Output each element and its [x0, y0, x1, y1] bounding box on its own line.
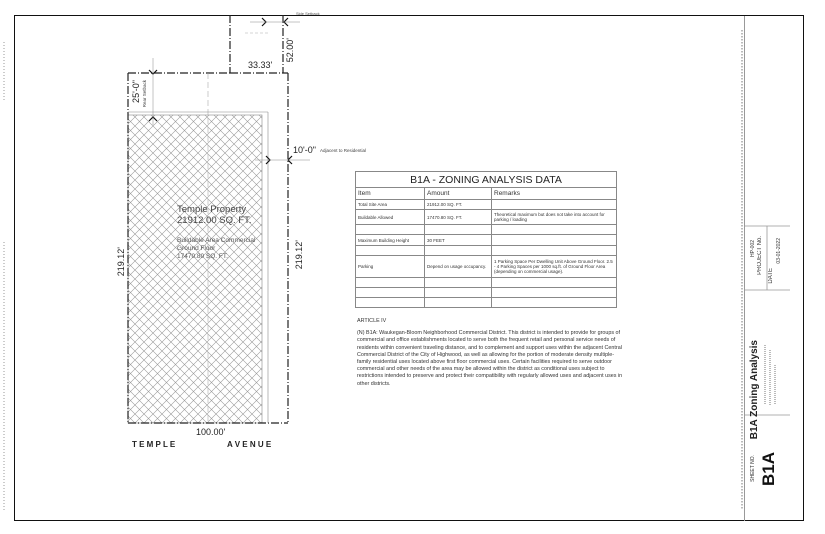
cell-amount: Depend on usage occupancy. [425, 256, 492, 278]
adjacent-residential-label: Adjacent to Residential [320, 148, 367, 153]
street-name-word-1: T E M P L E [132, 440, 176, 449]
header-item: Item [356, 188, 425, 200]
sheet-number-label: SHEET NO. [750, 455, 756, 482]
table-title: B1A - ZONING ANALYSIS DATA [356, 172, 617, 188]
cell-item: Buildable Allowed [356, 210, 425, 225]
side-setback-label: Side Setback [296, 11, 320, 16]
rear-setback-value: 25'-0" [131, 80, 141, 103]
cell-amount: 17470.80 SQ. FT. [425, 210, 492, 225]
address-microtext [764, 345, 766, 405]
rear-setback-label: Rear Setback [142, 80, 147, 108]
project-number-label: PROJECT No. [757, 236, 763, 275]
sheet-number: B1A [759, 452, 778, 487]
date-label: DATE [768, 268, 774, 284]
sheet-title: B1A Zoning Analysis [749, 340, 760, 440]
property-area: 21912.00 SQ. FT. [177, 215, 252, 226]
property-name: Temple Property [177, 204, 247, 215]
article-heading: ARTICLE IV [357, 318, 387, 324]
buildable-label-1: Buildable Area Commercial [177, 237, 256, 244]
cell-amount: 30 FEET [425, 235, 492, 246]
buildable-area: 17470.80 SQ. FT. [177, 253, 228, 260]
buildable-label-2: Ground Floor [177, 245, 216, 252]
article-body: (N) B1A: Waukegan-Bloom Neighborhood Commercial District. This district is intended to provide for groups of commercial and office establishments located to serve both the frequent retail and personal service needs of residents within convenient traveling distance, and to complement and support uses within the adjacent Central Commercial District of the City of Highwood, as well as allowing for the portion of moderate density multiple-family residential uses located above first floor commercial uses. Certain facilities required to serve outdoor commercial and other needs of the area may be allowed within the district as conditional uses subject to restrictions intended to preserve and protect their compatibility with regularly allowed uses and adjacent uses in other districts. [357, 330, 623, 387]
dim-top-height: 52.00' [285, 38, 295, 63]
dim-top-width: 33.33' [248, 60, 273, 70]
address-microtext [774, 365, 776, 405]
cell-item: Maximum Building Height [356, 235, 425, 246]
cell-remarks: 1 Parking Space Per Dwelling Unit Above Ground Floor. 2.5 - 4 Parking Spaces per 1000 sq.ft. of Ground Floor Area (depending on commercial usage). [492, 256, 617, 278]
cell-item: Parking [356, 256, 425, 278]
address-microtext [769, 350, 771, 405]
date-value: 03-01-2022 [776, 238, 782, 264]
cell-amount: 21912.00 SQ. FT. [425, 200, 492, 210]
side-setback-value: 10'-0" [293, 145, 316, 155]
cell-remarks: Theoretical maximum but does not take into account for parking / loading [492, 210, 617, 225]
dim-bottom-width: 100.00' [196, 427, 226, 437]
project-number: HP-002 [750, 240, 756, 257]
dim-right-depth: 219.12' [294, 240, 304, 270]
header-remarks: Remarks [492, 188, 617, 200]
dim-left-depth: 219.12' [116, 247, 126, 277]
header-amount: Amount [425, 188, 492, 200]
street-name-word-2: A V E N U E [227, 440, 272, 449]
cell-item: Total Site Area [356, 200, 425, 210]
